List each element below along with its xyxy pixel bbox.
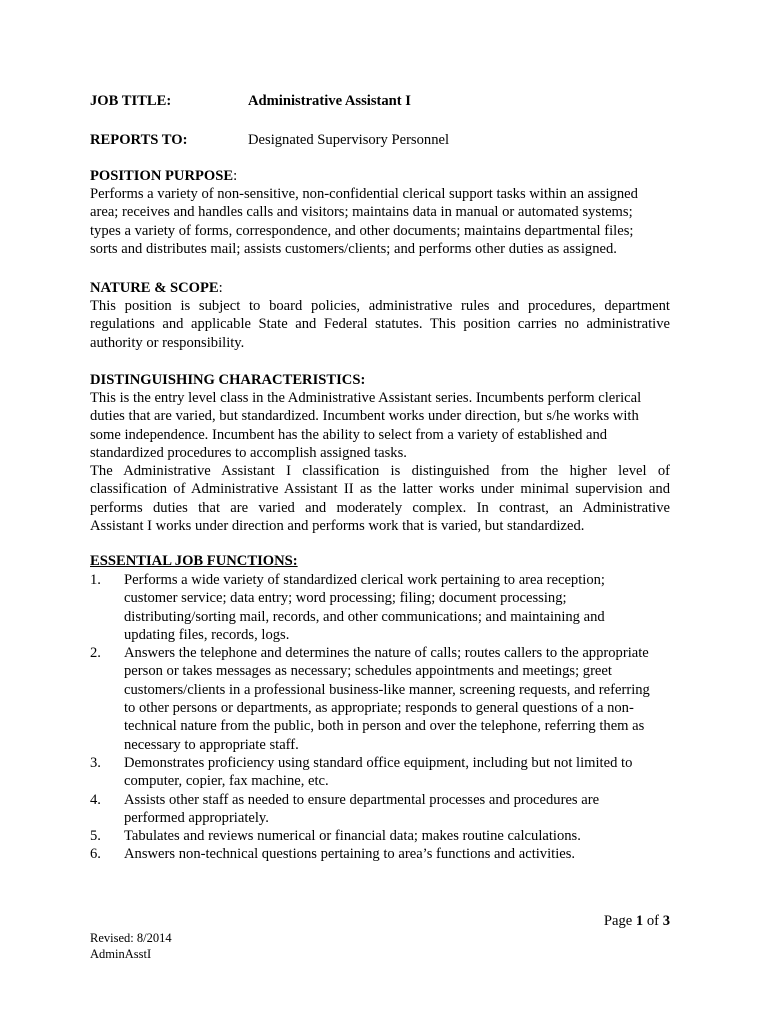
text-line: Performs a wide variety of standardized clerical work pertaining to area reception; xyxy=(124,572,605,588)
page-word: Page xyxy=(603,913,633,929)
text-line: standardized procedures to accomplish assigned tasks. xyxy=(90,444,407,461)
page-total: 3 xyxy=(662,913,670,929)
text-line: Assists other staff as needed to ensure departmental processes and procedures are xyxy=(124,791,600,808)
job-title-value: Administrative Assistant I xyxy=(248,93,411,109)
essential-functions-list xyxy=(90,571,670,864)
list-number: 6. xyxy=(90,846,101,863)
text-line: Tabulates and reviews numerical or financial data; makes routine calculations. xyxy=(124,828,581,845)
text-line: This is the entry level class in the Administrative Assistant series. Incumbents perform clerical xyxy=(90,390,642,406)
section-essential-functions-heading: ESSENTIAL JOB FUNCTIONS: xyxy=(90,553,298,569)
text-line: sorts and distributes mail; assists customers/clients; and performs other duties as assigned. xyxy=(90,240,617,257)
text-line: duties that are varied, but standardized. Incumbent works under direction, but s/he works with xyxy=(90,408,639,425)
text-line: authority or responsibility. xyxy=(90,334,245,351)
list-number: 2. xyxy=(90,645,101,662)
text-line: computer, copier, fax machine, etc. xyxy=(124,773,329,790)
list-number: 5. xyxy=(90,828,101,845)
list-number: 3. xyxy=(90,754,101,771)
page-number xyxy=(604,912,670,930)
text-line: customers/clients in a professional business-like manner, screening requests, and referring xyxy=(124,681,650,698)
heading-colon: : xyxy=(233,168,238,184)
text-line: Performs a variety of non-sensitive, non-confidential clerical support tasks within an assigned xyxy=(90,186,638,202)
list-item xyxy=(90,791,670,828)
list-item xyxy=(90,571,670,644)
list-number: 4. xyxy=(90,791,101,808)
text-line: The Administrative Assistant I classification is distinguished from the higher level of xyxy=(90,463,670,480)
nature-scope-text xyxy=(90,297,670,352)
heading-text: POSITION PURPOSE xyxy=(90,168,234,184)
distinguishing-text xyxy=(90,389,670,535)
text-line: area; receives and handles calls and visitors; maintains data in manual or automated systems; xyxy=(90,204,633,221)
section-position-purpose-heading xyxy=(90,167,237,185)
text-line: performs duties that are varied and moderately complex. In contrast, an Administrative xyxy=(90,499,670,516)
section-distinguishing-heading: DISTINGUISHING CHARACTERISTICS: xyxy=(90,372,366,388)
text-line: necessary to appropriate staff. xyxy=(124,736,299,753)
list-number: 1. xyxy=(90,572,101,588)
text-line: technical nature from the public, both in person and over the telephone, referring them as xyxy=(124,718,645,735)
list-item xyxy=(90,644,670,754)
page-current: 1 xyxy=(635,913,644,929)
reports-to-value: Designated Supervisory Personnel xyxy=(248,132,450,148)
page-of: of xyxy=(646,913,660,929)
text-line: Answers non-technical questions pertaining to area’s functions and activities. xyxy=(124,846,576,863)
document-code: AdminAsstI xyxy=(90,947,152,961)
heading-text: NATURE & SCOPE xyxy=(90,280,219,296)
text-line: Answers the telephone and determines the nature of calls; routes callers to the appropriate xyxy=(124,645,649,662)
text-line: to other persons or departments, as appropriate; responds to general questions of a non- xyxy=(124,700,634,717)
text-line: some independence. Incumbent has the ability to select from a variety of established and xyxy=(90,426,608,443)
text-line: types a variety of forms, correspondence, and other documents; maintains departmental files; xyxy=(90,222,634,239)
section-nature-scope-heading xyxy=(90,279,223,297)
text-line: Demonstrates proficiency using standard office equipment, including but not limited to xyxy=(124,754,633,771)
revised-date: Revised: 8/2014 xyxy=(90,931,172,945)
position-purpose-text xyxy=(90,185,670,258)
list-item xyxy=(90,827,670,845)
text-line: distributing/sorting mail, records, and other communications; and maintaining and xyxy=(124,608,605,625)
job-title-label: JOB TITLE: xyxy=(90,93,172,109)
text-line: person or takes messages as necessary; schedules appointments and meetings; greet xyxy=(124,663,612,680)
text-line: Assistant I works under direction and performs work that is varied, but standardized. xyxy=(90,518,585,535)
text-line: performed appropriately. xyxy=(124,809,269,826)
text-line: customer service; data entry; word processing; filing; document processing; xyxy=(124,590,567,607)
text-line: updating files, records, logs. xyxy=(124,626,290,643)
heading-colon: : xyxy=(218,280,223,296)
text-line: regulations and applicable State and Federal statutes. This position carries no administrative xyxy=(90,316,670,333)
revision-footer xyxy=(90,930,172,962)
text-line: classification of Administrative Assistant II as the latter works under minimal supervision and xyxy=(90,481,670,498)
reports-to-label: REPORTS TO: xyxy=(90,132,188,148)
list-item xyxy=(90,845,670,863)
list-item xyxy=(90,754,670,791)
text-line: This position is subject to board policies, administrative rules and procedures, department xyxy=(90,298,670,314)
